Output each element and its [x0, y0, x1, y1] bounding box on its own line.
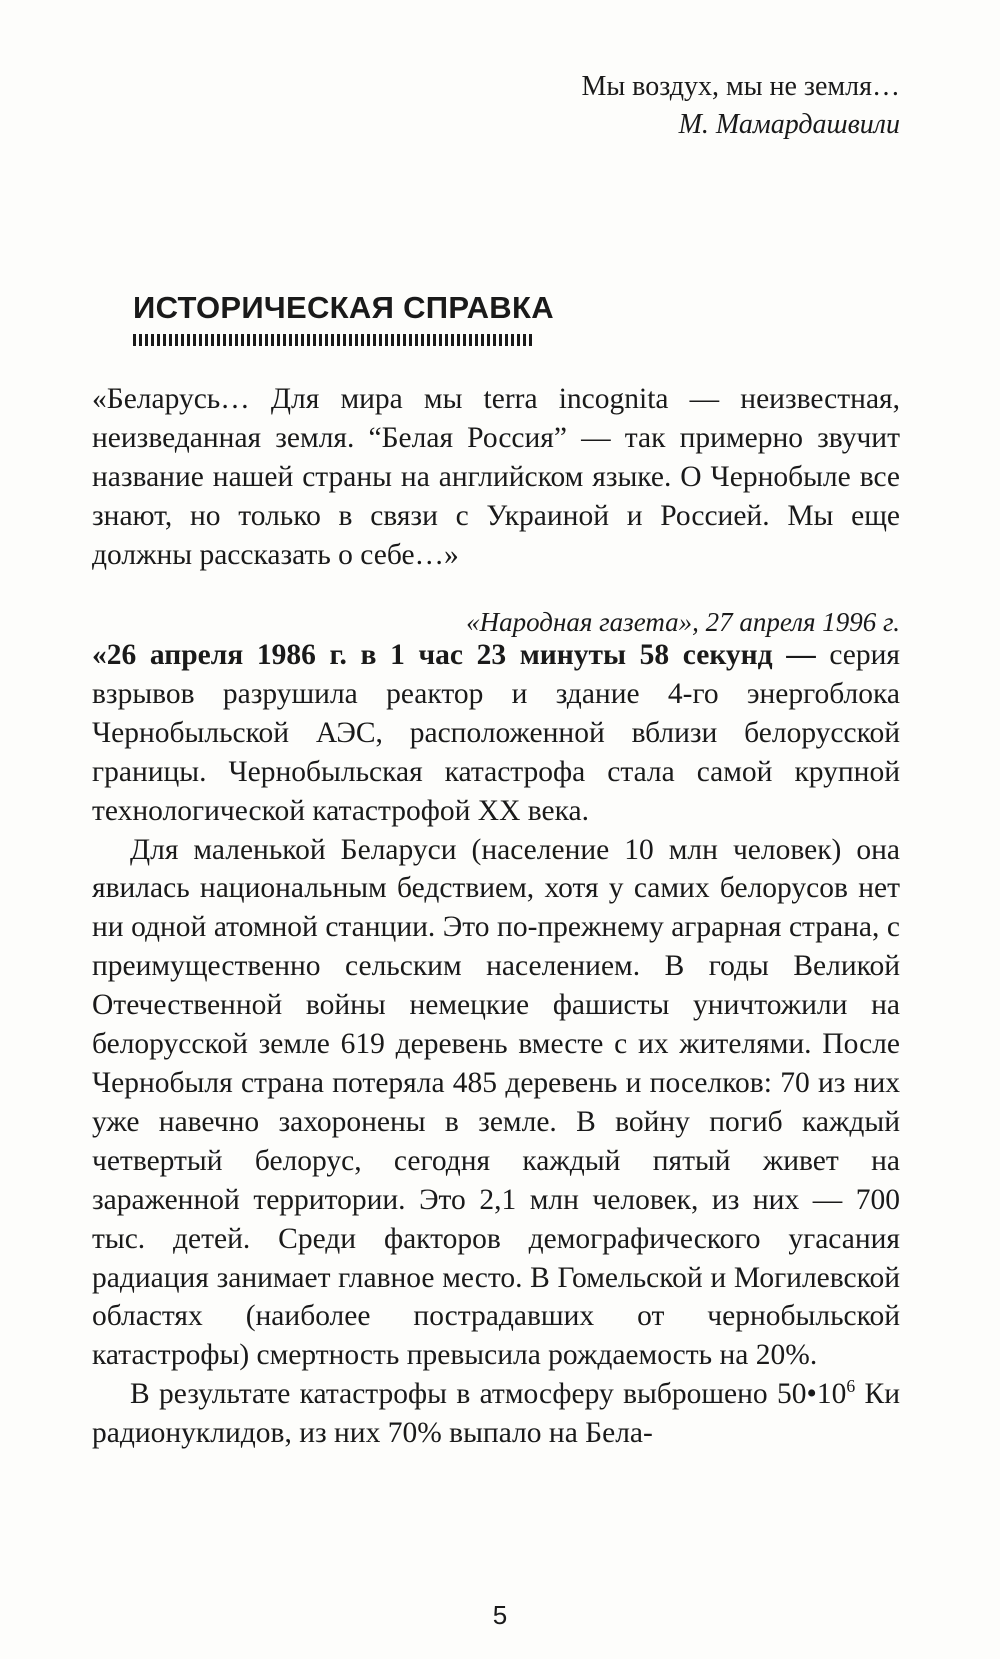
- lead-bold-date: «26 апреля 1986 г. в 1 час 23 минуты 58 секунд —: [92, 639, 816, 671]
- paragraph-3: [92, 1375, 900, 1453]
- quote-source: «Народная газета», 27 апреля 1996 г.: [466, 607, 900, 637]
- paragraph-3-end: Ки радионуклидов, из них 70% выпало на Бела-: [92, 1378, 901, 1450]
- section-title: ИСТОРИЧЕСКАЯ СПРАВКА: [133, 290, 554, 325]
- heading-underline-rule: [133, 334, 533, 346]
- exponent: 6: [846, 1376, 856, 1397]
- main-text: [92, 636, 900, 1453]
- paragraph-2: Для маленькой Беларуси (население 10 млн человек) она явилась национальным бедствием, хотя у самих белорусов нет ни одной атомной станции. Это по-прежнему аграрная страна, с преимущественно сельским населением. В годы Великой Отечественной войны немецкие фашисты уничтожили на белорусской земле 619 деревень вместе с их жителями. После Чернобыля страна потеряла 485 деревень и поселков: 70 из них уже навечно захоронены в земле. В войну погиб каждый четвертый белорус, сегодня каждый пятый живет на зараженной территории. Это 2,1 млн человек, из них — 700 тыс. детей. Среди факторов демографического угасания радиация занимает главное место. В Гомельской и Могилевской областях (наиболее пострадавших от чернобыльской катастрофы) смертность превысила рождаемость на 20%.: [92, 833, 900, 1372]
- paragraph-lead: [92, 636, 900, 831]
- epigraph-text: Мы воздух, мы не земля…: [581, 71, 900, 102]
- page-number: 5: [492, 1600, 508, 1630]
- paragraph-3-start: В результате катастрофы в атмосферу выброшено 50•10: [130, 1378, 847, 1411]
- epigraph-author: М. Мамардашвили: [678, 109, 900, 140]
- quote-block: [92, 380, 900, 575]
- quote-text: «Беларусь… Для мира мы terra incognita — неизвестная, неизведанная земля. “Белая Россия” — так примерно звучит название нашей страны на английском языке. О Чернобыле все знают, но только в связи с Украиной и Россией. Мы еще должны рассказать о себе…»: [92, 383, 900, 571]
- epigraph: [581, 68, 900, 144]
- lead-rest: серия взрывов разрушила реактор и здание 4-го энергоблока Чернобыльской АЭС, расположенной вблизи белорусской границы. Чернобыльская катастрофа стала самой крупной технологической катастрофой XX века.: [92, 639, 900, 827]
